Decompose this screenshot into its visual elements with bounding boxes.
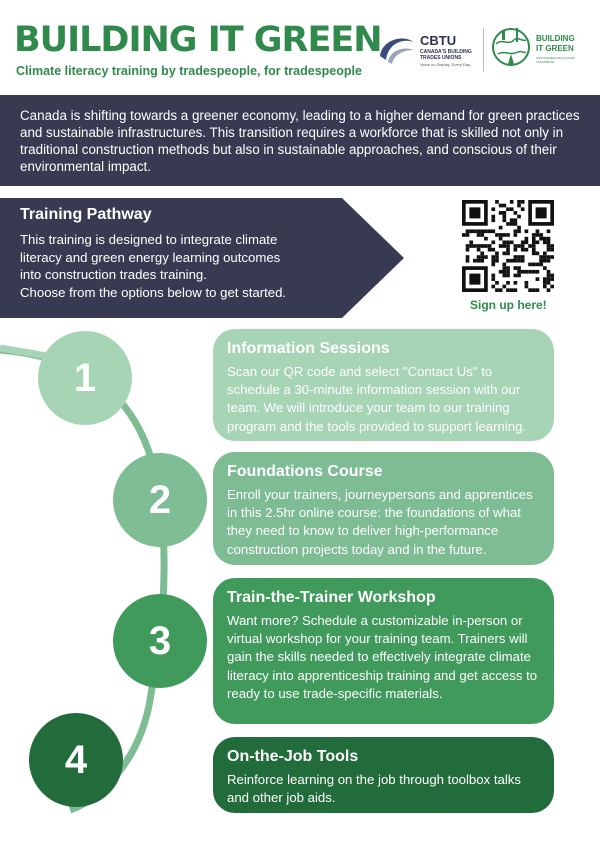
cbtu-swoosh-icon (376, 32, 416, 68)
pathway-line: literacy and green energy learning outcomes (20, 249, 281, 265)
step-title: Train-the-Trainer Workshop (227, 589, 436, 606)
step-body: Want more? Schedule a customizable in-person or virtual workshop for your training team. Trainers will gain the skills needed to effectively integrate climate literacy into apprenticeship training and get access to ready to use trade-specific materials. (227, 613, 538, 701)
step-body: Enroll your trainers, journeypersons and apprentices in this 2.5hr online course: the foundations of what they need to know to deliver high-performance construction projects today and in the future. (227, 487, 533, 557)
intro-band (0, 95, 600, 186)
step-title: Information Sessions (227, 340, 390, 357)
step-title: On-the-Job Tools (227, 748, 359, 765)
step-1-number: 1 (38, 331, 132, 425)
step-3-number: 3 (113, 594, 207, 688)
sign-up-label[interactable]: Sign up here! (470, 298, 547, 312)
program-logo-tagline: SUSTAINABLE SKILLS FOR TOMORROW (536, 56, 575, 64)
step-card-foundations-course (213, 452, 554, 565)
step-4-number: 4 (29, 713, 123, 807)
step-card-information-sessions (213, 329, 554, 441)
cbtu-full-name: CANADA'S BUILDING TRADES UNIONS (420, 49, 472, 61)
pathway-description (20, 231, 340, 301)
cbtu-logo[interactable] (376, 30, 476, 70)
pathway-line: Choose from the options below to get started. (20, 284, 287, 300)
step-body: Reinforce learning on the job through toolbox talks and other job aids. (227, 772, 521, 806)
page-title: BUILDING IT GREEN (14, 20, 382, 60)
pathway-line: into construction trades training. (20, 267, 207, 282)
intro-text: Canada is shifting towards a greener economy, leading to a higher demand for green practices and sustainable infrastructures. This transition requires a workforce that is skilled not only in traditional construction methods but also in sustainable approaches, and conscious of their environmental impact. (20, 108, 580, 174)
globe-icon (488, 24, 534, 70)
step-card-train-the-trainer (213, 578, 554, 724)
cbtu-tagline: Value on Display. Every Day. (420, 62, 471, 67)
pathway-line: This training is designed to integrate climate (20, 232, 278, 247)
program-logo-name: BUILDING IT GREEN (536, 34, 575, 53)
cbtu-name: CBTU (420, 33, 457, 48)
pathway-title: Training Pathway (20, 206, 152, 223)
qr-code[interactable] (462, 200, 554, 292)
logo-divider (483, 28, 484, 72)
step-2-number: 2 (113, 453, 207, 547)
step-body: Scan our QR code and select "Contact Us" to schedule a 30-minute information session with our team. We will introduce your team to our training program and the tools provided to support learning. (227, 364, 527, 434)
page-subtitle: Climate literacy training by tradespeople, for tradespeople (16, 64, 362, 78)
building-it-green-logo[interactable] (488, 24, 580, 72)
step-title: Foundations Course (227, 463, 383, 480)
step-card-on-the-job-tools (213, 737, 554, 813)
